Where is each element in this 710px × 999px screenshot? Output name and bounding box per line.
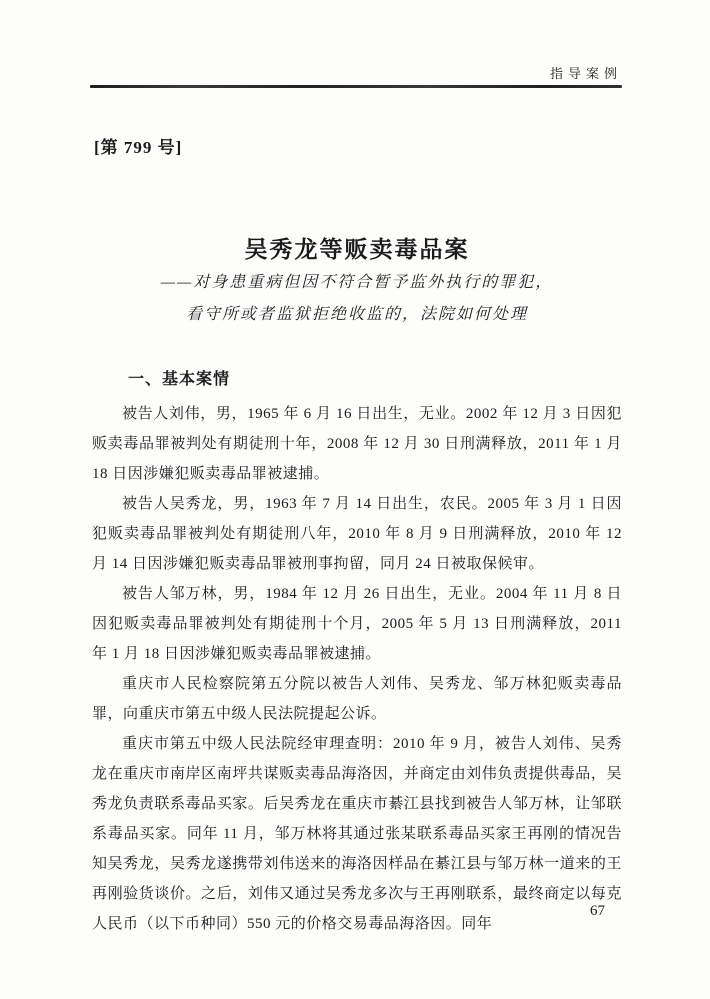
paragraph-defendant-zouwanlin: 被告人邹万林，男，1984 年 12 月 26 日出生，无业。2004 年 11 月 8 日因犯贩卖毒品罪被判处有期徒刑十个月，2005 年 5 月 13 日刑满释放，2011 年 1 月 18 日因涉嫌犯贩卖毒品罪被逮捕。 — [92, 586, 622, 662]
case-subtitle-line-1: ——对身患重病但因不符合暂予监外执行的罪犯， — [160, 274, 554, 291]
body-text — [92, 399, 622, 939]
case-subtitle — [92, 267, 622, 331]
paragraph-court-findings: 重庆市第五中级人民法院经审理查明：2010 年 9 月，被告人刘伟、吴秀龙在重庆市南岸区南坪共谋贩卖毒品海洛因，并商定由刘伟负责提供毒品，吴秀龙负责联系毒品买家。后吴秀龙在重庆市綦江县找到被告人邹万林，让邹联系毒品买家。同年 11 月，邹万林将其通过张某联系毒品买家王再刚的情况告知吴秀龙，吴秀龙遂携带刘伟送来的海洛因样品在綦江县与邹万林一道来的王再刚验货谈价。之后，刘伟又通过吴秀龙多次与王再刚联系，最终商定以每克人民币（以下币种同）550 元的价格交易毒品海洛因。同年 — [92, 736, 622, 932]
running-head: 指导案例 — [549, 66, 622, 81]
case-subtitle-line-2: 看守所或者监狱拒绝收监的，法院如何处理 — [185, 306, 528, 323]
paragraph-defendant-liuwei: 被告人刘伟，男，1965 年 6 月 16 日出生，无业。2002 年 12 月 3 日因犯贩卖毒品罪被判处有期徒刑十年，2008 年 12 月 30 日刑满释放，2011 年 1 月 18 日因涉嫌犯贩卖毒品罪被逮捕。 — [92, 406, 622, 482]
section-heading-basic-facts: 一、基本案情 — [128, 371, 231, 388]
page-number: 67 — [590, 903, 605, 919]
case-number: [第 799 号] — [94, 138, 183, 157]
paragraph-prosecution: 重庆市人民检察院第五分院以被告人刘伟、吴秀龙、邹万林犯贩卖毒品罪，向重庆市第五中级人民法院提起公诉。 — [92, 676, 622, 722]
header-rule — [90, 85, 622, 88]
case-title: 吴秀龙等贩卖毒品案 — [244, 237, 470, 263]
paragraph-defendant-wuxiulong: 被告人吴秀龙，男，1963 年 7 月 14 日出生，农民。2005 年 3 月 1 日因犯贩卖毒品罪被判处有期徒刑八年，2010 年 8 月 9 日刑满释放，2010 年 12 月 14 日因涉嫌犯贩卖毒品罪被刑事拘留，同月 24 日被取保候审。 — [92, 496, 622, 572]
